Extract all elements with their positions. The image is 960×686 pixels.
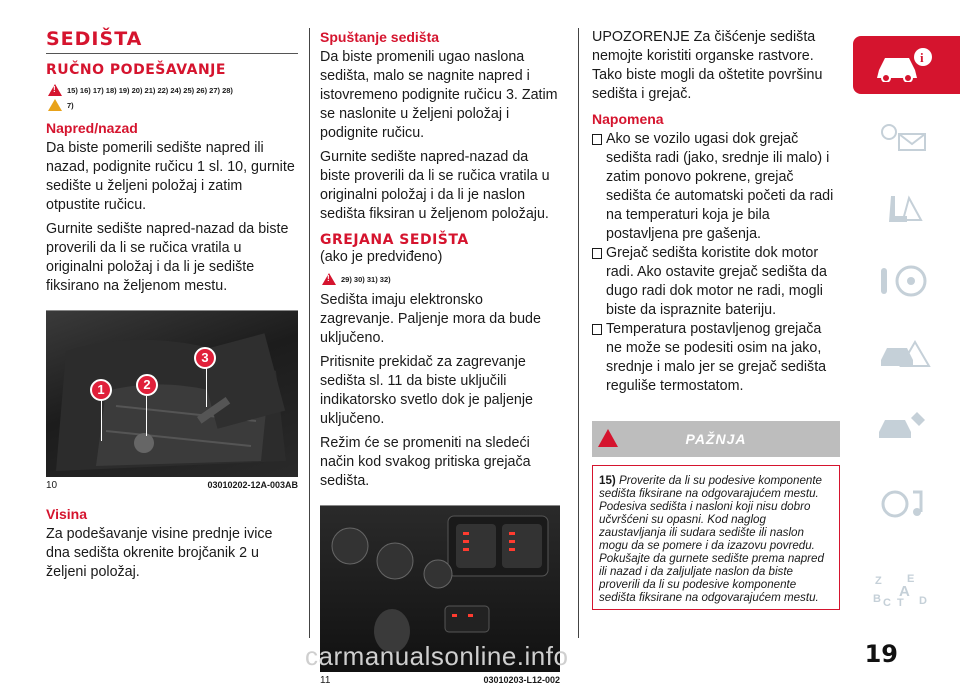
pazn-header <box>592 421 840 457</box>
page-number: 19 <box>864 640 898 668</box>
paragraph: Da biste promenili ugao naslona sedišta, malo se nagnite napred i istovremeno podignite ručicu 3. Zatim se naslonite u željeni položaj i podignite ručicu. <box>320 49 558 141</box>
heading-napomena: Napomena <box>592 111 664 127</box>
car-info-icon <box>873 48 933 82</box>
title-rule <box>46 53 298 54</box>
index-letter: C <box>883 597 891 609</box>
paragraph: Sedišta imaju elektronsko zagrevanje. Paljenje mora da bude uključeno. <box>320 292 541 346</box>
wrench-car-icon <box>873 408 933 442</box>
pazn-box <box>592 465 840 610</box>
column-3 <box>592 28 840 610</box>
heading-spustanje-sedista: Spuštanje sedišta <box>320 29 440 45</box>
watermark: carmanualsonline.info <box>305 641 569 671</box>
sidebar-tab-index[interactable] <box>853 560 960 618</box>
index-letter: A <box>899 583 910 600</box>
figure-code: 03010202-12A-003AB <box>207 480 298 490</box>
heading-visina: Visina <box>46 506 87 522</box>
info-refs-text: 7) <box>67 100 74 110</box>
warning-triangle-icon <box>322 273 336 285</box>
warning-triangle-icon <box>598 429 618 447</box>
column-2 <box>320 28 560 686</box>
heading-napred-nazad: Napred/nazad <box>46 120 138 136</box>
note-item <box>592 130 840 244</box>
warning-refs-text: 15) 16) 17) 18) 19) 20) 21) 22) 24) 25) 26) 27) 28) <box>67 85 233 95</box>
column-divider <box>309 28 310 638</box>
warning-refs-text: 29) 30) 31) 32) <box>341 274 391 284</box>
alphabet-index-icon <box>873 566 933 612</box>
heated-seats-subtitle: (ako je predviđeno) <box>320 249 443 265</box>
callout-badge-3: 3 <box>194 347 216 369</box>
index-letter: E <box>907 573 915 585</box>
warning-refs <box>48 84 298 96</box>
bullet-box-icon <box>592 248 602 259</box>
bullet-box-icon <box>592 324 602 335</box>
lead-line-3 <box>206 367 207 407</box>
index-letter: Z <box>875 575 882 587</box>
svg-text:i: i <box>920 50 924 65</box>
seat-illustration <box>46 311 298 477</box>
sidebar-tab-steering[interactable] <box>853 252 960 310</box>
figure-number: 11 <box>320 675 331 686</box>
pazn-body: Proverite da li su podesive komponente sedišta fiksirane na odgovarajućem mestu. Podesiva sedišta i nasloni koji nisu dobro učvršćeni su opasni. Kod naglog zaustavljanja ili sudara sedište ili naslon mogu da se pomere i da izazovu povredu. Pokušajte da gurnete sedište prema napred ili nazad i da zaljuljate naslon da biste proverili da li su podesive komponente sedišta fiksirane na odgovarajućem mestu. <box>599 474 824 604</box>
lead-line-2 <box>146 396 147 436</box>
column-1 <box>46 28 298 587</box>
paragraph: Pritisnite prekidač za zagrevanje sedišta sl. 11 da biste uključili indikatorsko svetlo dok je paljenje uključeno. <box>320 354 533 427</box>
paragraph-upozorenje: UPOZORENJE Za čišćenje sedišta nemojte koristiti organske rastvore. Tako biste mogli da oštetite površinu sedišta i grejač. <box>592 29 823 102</box>
index-letter: T <box>897 597 904 609</box>
sidebar-tab-maintenance[interactable] <box>853 396 960 454</box>
figure-number: 10 <box>46 480 58 491</box>
multimedia-icon <box>873 486 933 520</box>
index-letter: B <box>873 593 881 605</box>
bullet-box-icon <box>592 134 602 145</box>
warning-triangle-icon <box>48 84 62 96</box>
car-breakdown-icon <box>873 336 933 370</box>
figure-caption <box>46 477 298 491</box>
lead-line-1 <box>101 399 102 441</box>
callout-badge-2: 2 <box>136 374 158 396</box>
steering-wheel-icon <box>873 264 933 298</box>
sidebar-tab-car-info[interactable] <box>853 36 960 94</box>
sidebar-tab-warning-lights[interactable] <box>853 108 960 166</box>
note-item <box>592 244 840 320</box>
note-item <box>592 320 840 401</box>
pazn-title: PAŽNJA <box>685 431 747 447</box>
warning-lights-icon <box>873 120 933 154</box>
note-text: Grejač sedišta koristite dok motor radi. Ako ostavite grejač sedišta da dugo radi dok motor ne radi, mogli biste da ispraznite bateriju. <box>606 245 827 318</box>
sidebar-tab-multimedia[interactable] <box>853 474 960 532</box>
warning-refs <box>322 273 560 285</box>
figure-caption <box>320 672 560 686</box>
callout-badge-1: 1 <box>90 379 112 401</box>
paragraph: Gurnite sedište napred-nazad da biste proverili da li se ručica vratila u originalni položaj i da li je sedište fiksirano na željenom mestu. <box>46 221 289 294</box>
paragraph: Režim će se promeniti na sledeći način kod svakog pritiska grejača sedišta. <box>320 435 531 489</box>
sidebar-tab-seat-safety[interactable] <box>853 180 960 238</box>
sidebar-tab-breakdown[interactable] <box>853 324 960 382</box>
subsection-title: RUČNO PODEŠAVANJE <box>46 62 226 78</box>
paragraph: Za podešavanje visine prednje ivice dna sedišta okrenite brojčanik 2 u željeni položaj. <box>46 526 273 580</box>
section-title: SEDIŠTA <box>46 28 143 50</box>
pazn-text <box>599 474 833 604</box>
pazn-ref: 15) <box>599 474 616 487</box>
note-text: Temperatura postavljenog grejača ne može se podesiti osim na jako, srednje i malo jer se grejač sedišta reguliše termostatom. <box>606 321 827 394</box>
info-triangle-icon <box>48 99 62 111</box>
column-divider <box>578 28 579 638</box>
figure-code: 03010203-L12-002 <box>483 675 560 685</box>
note-text: Ako se vozilo ugasi dok grejač sedišta radi (jako, srednje ili malo) i zatim ponovo pokrene, grejač sedišta će automatski početi da radi na temperaturi koja je bila postavljena pre gašenja. <box>606 131 834 242</box>
figure-10-seat-photo <box>46 310 298 477</box>
info-refs <box>48 99 298 111</box>
index-letter: D <box>919 595 927 607</box>
seat-safety-icon <box>873 192 933 226</box>
paragraph: Da biste pomerili sedište napred ili nazad, podignite ručicu 1 sl. 10, gurnite sedište u željeni položaj i zatim otpustite ručicu. <box>46 140 295 213</box>
heated-seats-title: GREJANA SEDIŠTA <box>320 232 469 248</box>
paragraph: Gurnite sedište napred-nazad da biste proverili da li se ručica vratila u originalni položaj i da li je naslon sedišta fiksiran u željenom položaju. <box>320 149 550 222</box>
